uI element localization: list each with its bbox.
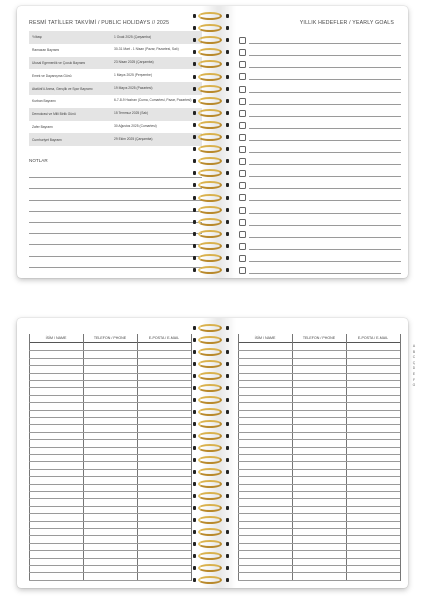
directory-row-line[interactable] xyxy=(29,469,191,470)
directory-table-right xyxy=(238,334,400,581)
directory-row-line[interactable] xyxy=(29,395,191,396)
directory-row-line[interactable] xyxy=(238,395,400,396)
binding-ring xyxy=(193,528,229,536)
binding-ring xyxy=(193,456,229,464)
notes-lines xyxy=(29,166,204,270)
goal-line[interactable] xyxy=(249,128,401,129)
goal-checkbox[interactable] xyxy=(239,219,246,226)
notes-title: NOTLAR xyxy=(29,158,48,163)
note-line[interactable] xyxy=(29,267,204,268)
column-divider xyxy=(400,334,401,581)
directory-row-line[interactable] xyxy=(238,506,400,507)
holiday-name: Emek ve Dayanışma Günü xyxy=(32,73,72,78)
binding-ring xyxy=(193,420,229,428)
binding-ring xyxy=(193,564,229,572)
goal-checkbox[interactable] xyxy=(239,182,246,189)
binding-ring xyxy=(193,169,229,177)
directory-row-line[interactable] xyxy=(29,350,191,351)
directory-row-line[interactable] xyxy=(29,528,191,529)
directory-row-line[interactable] xyxy=(238,469,400,470)
binding-ring xyxy=(193,48,229,56)
directory-row-line[interactable] xyxy=(29,365,191,366)
directory-header-cell: TELEFON / PHONE xyxy=(302,336,336,340)
directory-row-line[interactable] xyxy=(238,476,400,477)
binding-ring xyxy=(193,230,229,238)
directory-row-line[interactable] xyxy=(238,350,400,351)
binding-ring xyxy=(193,552,229,560)
goal-line[interactable] xyxy=(249,92,401,93)
holiday-row xyxy=(29,95,204,108)
goal-line[interactable] xyxy=(249,213,401,214)
directory-row-line[interactable] xyxy=(238,380,400,381)
goal-checkbox[interactable] xyxy=(239,49,246,56)
directory-header-cell: E-POSTA / E-MAIL xyxy=(148,336,180,340)
directory-row-line[interactable] xyxy=(238,387,400,388)
directory-row-line[interactable] xyxy=(238,417,400,418)
directory-row-line[interactable] xyxy=(29,373,191,374)
goal-line[interactable] xyxy=(249,55,401,56)
alphabet-tab[interactable]: C xyxy=(412,355,416,360)
binding-ring xyxy=(193,492,229,500)
directory-row-line[interactable] xyxy=(29,410,191,411)
directory-row-line[interactable] xyxy=(29,506,191,507)
column-divider xyxy=(29,334,30,581)
goal-checkbox[interactable] xyxy=(239,158,246,165)
binding-ring xyxy=(193,194,229,202)
directory-row-line[interactable] xyxy=(29,513,191,514)
binding-ring xyxy=(193,60,229,68)
note-line[interactable] xyxy=(29,177,204,178)
holiday-date: 30-31 Mart - 1 Nisan (Pazar, Pazartesi, Salı) xyxy=(114,47,179,52)
goal-checkbox[interactable] xyxy=(239,37,246,44)
goal-checkbox[interactable] xyxy=(239,207,246,214)
directory-row-line[interactable] xyxy=(29,572,191,573)
directory-row-line[interactable] xyxy=(238,454,400,455)
holiday-row xyxy=(29,108,204,121)
column-divider xyxy=(346,334,347,581)
holiday-name: Demokrasi ve Milli Birlik Günü xyxy=(32,112,76,117)
directory-row-line[interactable] xyxy=(238,498,400,499)
directory-row-line[interactable] xyxy=(29,380,191,381)
directory-header-cell: E-POSTA / E-MAIL xyxy=(357,336,389,340)
note-line[interactable] xyxy=(29,256,204,257)
directory-header-cell: İSİM / NAME xyxy=(254,336,276,340)
goal-line[interactable] xyxy=(249,273,401,274)
holiday-date: 15 Temmuz 2025 (Salı) xyxy=(114,111,149,116)
directory-row-line[interactable] xyxy=(29,558,191,559)
goal-checkbox[interactable] xyxy=(239,73,246,80)
goal-line[interactable] xyxy=(249,237,401,238)
holiday-date: 1 Mayıs 2025 (Perşembe) xyxy=(114,72,152,77)
binding-ring xyxy=(193,540,229,548)
goal-checkbox[interactable] xyxy=(239,134,246,141)
directory-row-line[interactable] xyxy=(238,365,400,366)
holiday-name: Kurban Bayramı xyxy=(32,99,56,104)
note-line[interactable] xyxy=(29,200,204,201)
column-divider xyxy=(137,334,138,581)
binding-ring xyxy=(193,145,229,153)
goal-line[interactable] xyxy=(249,104,401,105)
goals-checklist xyxy=(239,31,401,273)
directory-row-line[interactable] xyxy=(29,461,191,462)
goal-checkbox[interactable] xyxy=(239,267,246,274)
directory-row-line[interactable] xyxy=(29,535,191,536)
goal-checkbox[interactable] xyxy=(239,98,246,105)
binding-ring xyxy=(193,97,229,105)
holiday-date: 30 Ağustos 2025 (Cumartesi) xyxy=(114,124,157,129)
goal-checkbox[interactable] xyxy=(239,231,246,238)
directory-row-line[interactable] xyxy=(238,521,400,522)
binding-ring xyxy=(193,444,229,452)
alphabet-tab[interactable]: B xyxy=(412,349,416,354)
directory-row-line[interactable] xyxy=(29,550,191,551)
binding-ring xyxy=(193,218,229,226)
directory-row-line[interactable] xyxy=(238,461,400,462)
binding-ring xyxy=(193,85,229,93)
holiday-row xyxy=(29,133,204,146)
holiday-row xyxy=(29,69,204,82)
binding-ring xyxy=(193,324,229,332)
goal-line[interactable] xyxy=(249,188,401,189)
note-line[interactable] xyxy=(29,233,204,234)
directory-row-line[interactable] xyxy=(29,484,191,485)
binding-ring xyxy=(193,109,229,117)
binding-ring xyxy=(193,266,229,274)
goal-line[interactable] xyxy=(249,79,401,80)
note-line[interactable] xyxy=(29,188,204,189)
holiday-row xyxy=(29,82,204,95)
directory-row-line[interactable] xyxy=(238,373,400,374)
binding-ring xyxy=(193,396,229,404)
note-line[interactable] xyxy=(29,222,204,223)
directory-row-line[interactable] xyxy=(238,565,400,566)
binding-ring xyxy=(193,36,229,44)
directory-page-left xyxy=(17,318,205,588)
goal-checkbox[interactable] xyxy=(239,194,246,201)
directory-row-line[interactable] xyxy=(29,358,191,359)
goals-title: YILLIK HEDEFLER / YEARLY GOALS xyxy=(299,20,394,26)
directory-row-line[interactable] xyxy=(29,402,191,403)
binding-ring xyxy=(193,206,229,214)
directory-row-line[interactable] xyxy=(29,439,191,440)
directory-row-line[interactable] xyxy=(29,432,191,433)
alphabet-tab[interactable]: Ç xyxy=(412,360,416,365)
binding-ring xyxy=(193,408,229,416)
directory-row-line[interactable] xyxy=(238,580,400,581)
directory-row-line[interactable] xyxy=(29,454,191,455)
directory-header-cell: TELEFON / PHONE xyxy=(93,336,127,340)
goal-line[interactable] xyxy=(249,249,401,250)
directory-row-line[interactable] xyxy=(238,528,400,529)
binding-ring xyxy=(193,360,229,368)
directory-page-right xyxy=(223,318,408,588)
directory-row-line[interactable] xyxy=(238,572,400,573)
binding-ring xyxy=(193,384,229,392)
holiday-row xyxy=(29,31,204,44)
directory-row-line[interactable] xyxy=(238,513,400,514)
goal-checkbox[interactable] xyxy=(239,146,246,153)
holiday-name: Zafer Bayramı xyxy=(32,124,53,129)
directory-row-line[interactable] xyxy=(29,565,191,566)
goal-line[interactable] xyxy=(249,43,401,44)
binding-ring xyxy=(193,504,229,512)
holidays-table xyxy=(29,31,204,146)
binding-ring xyxy=(193,480,229,488)
goal-line[interactable] xyxy=(249,67,401,68)
directory-row-line[interactable] xyxy=(238,358,400,359)
directory-row-line[interactable] xyxy=(29,424,191,425)
holiday-row xyxy=(29,44,204,57)
binding-rings-top xyxy=(193,12,229,274)
holiday-row xyxy=(29,121,204,134)
column-divider xyxy=(292,334,293,581)
goal-line[interactable] xyxy=(249,140,401,141)
goal-line[interactable] xyxy=(249,116,401,117)
directory-row-line[interactable] xyxy=(238,447,400,448)
alphabet-tab[interactable]: D xyxy=(412,366,416,371)
directory-row-line[interactable] xyxy=(238,432,400,433)
holiday-date: 29 Ekim 2025 (Çarşamba) xyxy=(114,136,153,141)
directory-row-line[interactable] xyxy=(238,535,400,536)
goal-checkbox[interactable] xyxy=(239,122,246,129)
holiday-name: Yılbaşı xyxy=(32,35,43,40)
binding-ring xyxy=(193,372,229,380)
note-line[interactable] xyxy=(29,244,204,245)
binding-rings-bottom xyxy=(193,324,229,586)
binding-ring xyxy=(193,576,229,584)
goal-checkbox[interactable] xyxy=(239,170,246,177)
binding-ring xyxy=(193,73,229,81)
directory-row-line[interactable] xyxy=(29,491,191,492)
directory-header-cell: İSİM / NAME xyxy=(45,336,67,340)
alphabet-index-tabs xyxy=(411,344,417,389)
binding-ring xyxy=(193,133,229,141)
goal-line[interactable] xyxy=(249,225,401,226)
alphabet-tab[interactable]: E xyxy=(412,371,416,376)
directory-row-line[interactable] xyxy=(238,550,400,551)
directory-row-line[interactable] xyxy=(238,402,400,403)
column-divider xyxy=(83,334,84,581)
binding-ring xyxy=(193,348,229,356)
directory-table-left xyxy=(29,334,191,581)
directory-row-line[interactable] xyxy=(29,521,191,522)
binding-ring xyxy=(193,432,229,440)
column-divider xyxy=(238,334,239,581)
holiday-date: 23 Nisan 2025 (Çarşamba) xyxy=(114,60,154,65)
goal-checkbox[interactable] xyxy=(239,86,246,93)
holiday-row xyxy=(29,57,204,70)
holiday-date: 1 Ocak 2025 (Çarşamba) xyxy=(114,34,152,39)
goals-page xyxy=(223,6,408,278)
binding-ring xyxy=(193,24,229,32)
directory-row-line[interactable] xyxy=(29,417,191,418)
directory-row-line[interactable] xyxy=(29,447,191,448)
directory-row-line[interactable] xyxy=(29,580,191,581)
directory-row-line[interactable] xyxy=(29,543,191,544)
holiday-name: Cumhuriyet Bayramı xyxy=(32,137,63,142)
directory-row-line[interactable] xyxy=(238,491,400,492)
holiday-name: Ulusal Egemenlik ve Çocuk Bayramı xyxy=(32,60,86,65)
directory-row-line[interactable] xyxy=(238,439,400,440)
binding-ring xyxy=(193,157,229,165)
directory-row-line[interactable] xyxy=(238,543,400,544)
binding-ring xyxy=(193,181,229,189)
binding-ring xyxy=(193,516,229,524)
alphabet-tab[interactable]: A xyxy=(412,344,416,348)
holiday-date: 19 Mayıs 2025 (Pazartesi) xyxy=(114,85,153,90)
goal-checkbox[interactable] xyxy=(239,110,246,117)
directory-row-line[interactable] xyxy=(29,498,191,499)
goal-checkbox[interactable] xyxy=(239,255,246,262)
holidays-page xyxy=(17,6,205,278)
binding-ring xyxy=(193,242,229,250)
holidays-title: RESMİ TATİLLER TAKVİMİ / PUBLIC HOLIDAYS // 2025 xyxy=(29,20,170,26)
column-divider xyxy=(191,334,192,581)
note-line[interactable] xyxy=(29,211,204,212)
goal-checkbox[interactable] xyxy=(239,243,246,250)
goal-line[interactable] xyxy=(249,176,401,177)
goal-line[interactable] xyxy=(249,164,401,165)
holiday-name: Ramazan Bayramı xyxy=(32,48,60,53)
binding-ring xyxy=(193,121,229,129)
binding-ring xyxy=(193,336,229,344)
directory-row-line[interactable] xyxy=(29,387,191,388)
directory-row-line[interactable] xyxy=(238,558,400,559)
binding-ring xyxy=(193,12,229,20)
binding-ring xyxy=(193,254,229,262)
alphabet-tab[interactable]: F xyxy=(412,377,416,382)
goal-line[interactable] xyxy=(249,200,401,201)
directory-row-line[interactable] xyxy=(238,410,400,411)
binding-ring xyxy=(193,468,229,476)
goal-line[interactable] xyxy=(249,261,401,262)
goal-line[interactable] xyxy=(249,152,401,153)
directory-row-line[interactable] xyxy=(29,476,191,477)
holiday-date: 6-7-8-9 Haziran (Cuma, Cumartesi, Pazar, Pazartesi) xyxy=(114,98,192,103)
holiday-name: Atatürk'ü Anma, Gençlik ve Spor Bayramı xyxy=(32,86,93,91)
goal-checkbox[interactable] xyxy=(239,61,246,68)
directory-row-line[interactable] xyxy=(238,484,400,485)
alphabet-tab[interactable]: G xyxy=(412,383,416,388)
directory-row-line[interactable] xyxy=(238,424,400,425)
